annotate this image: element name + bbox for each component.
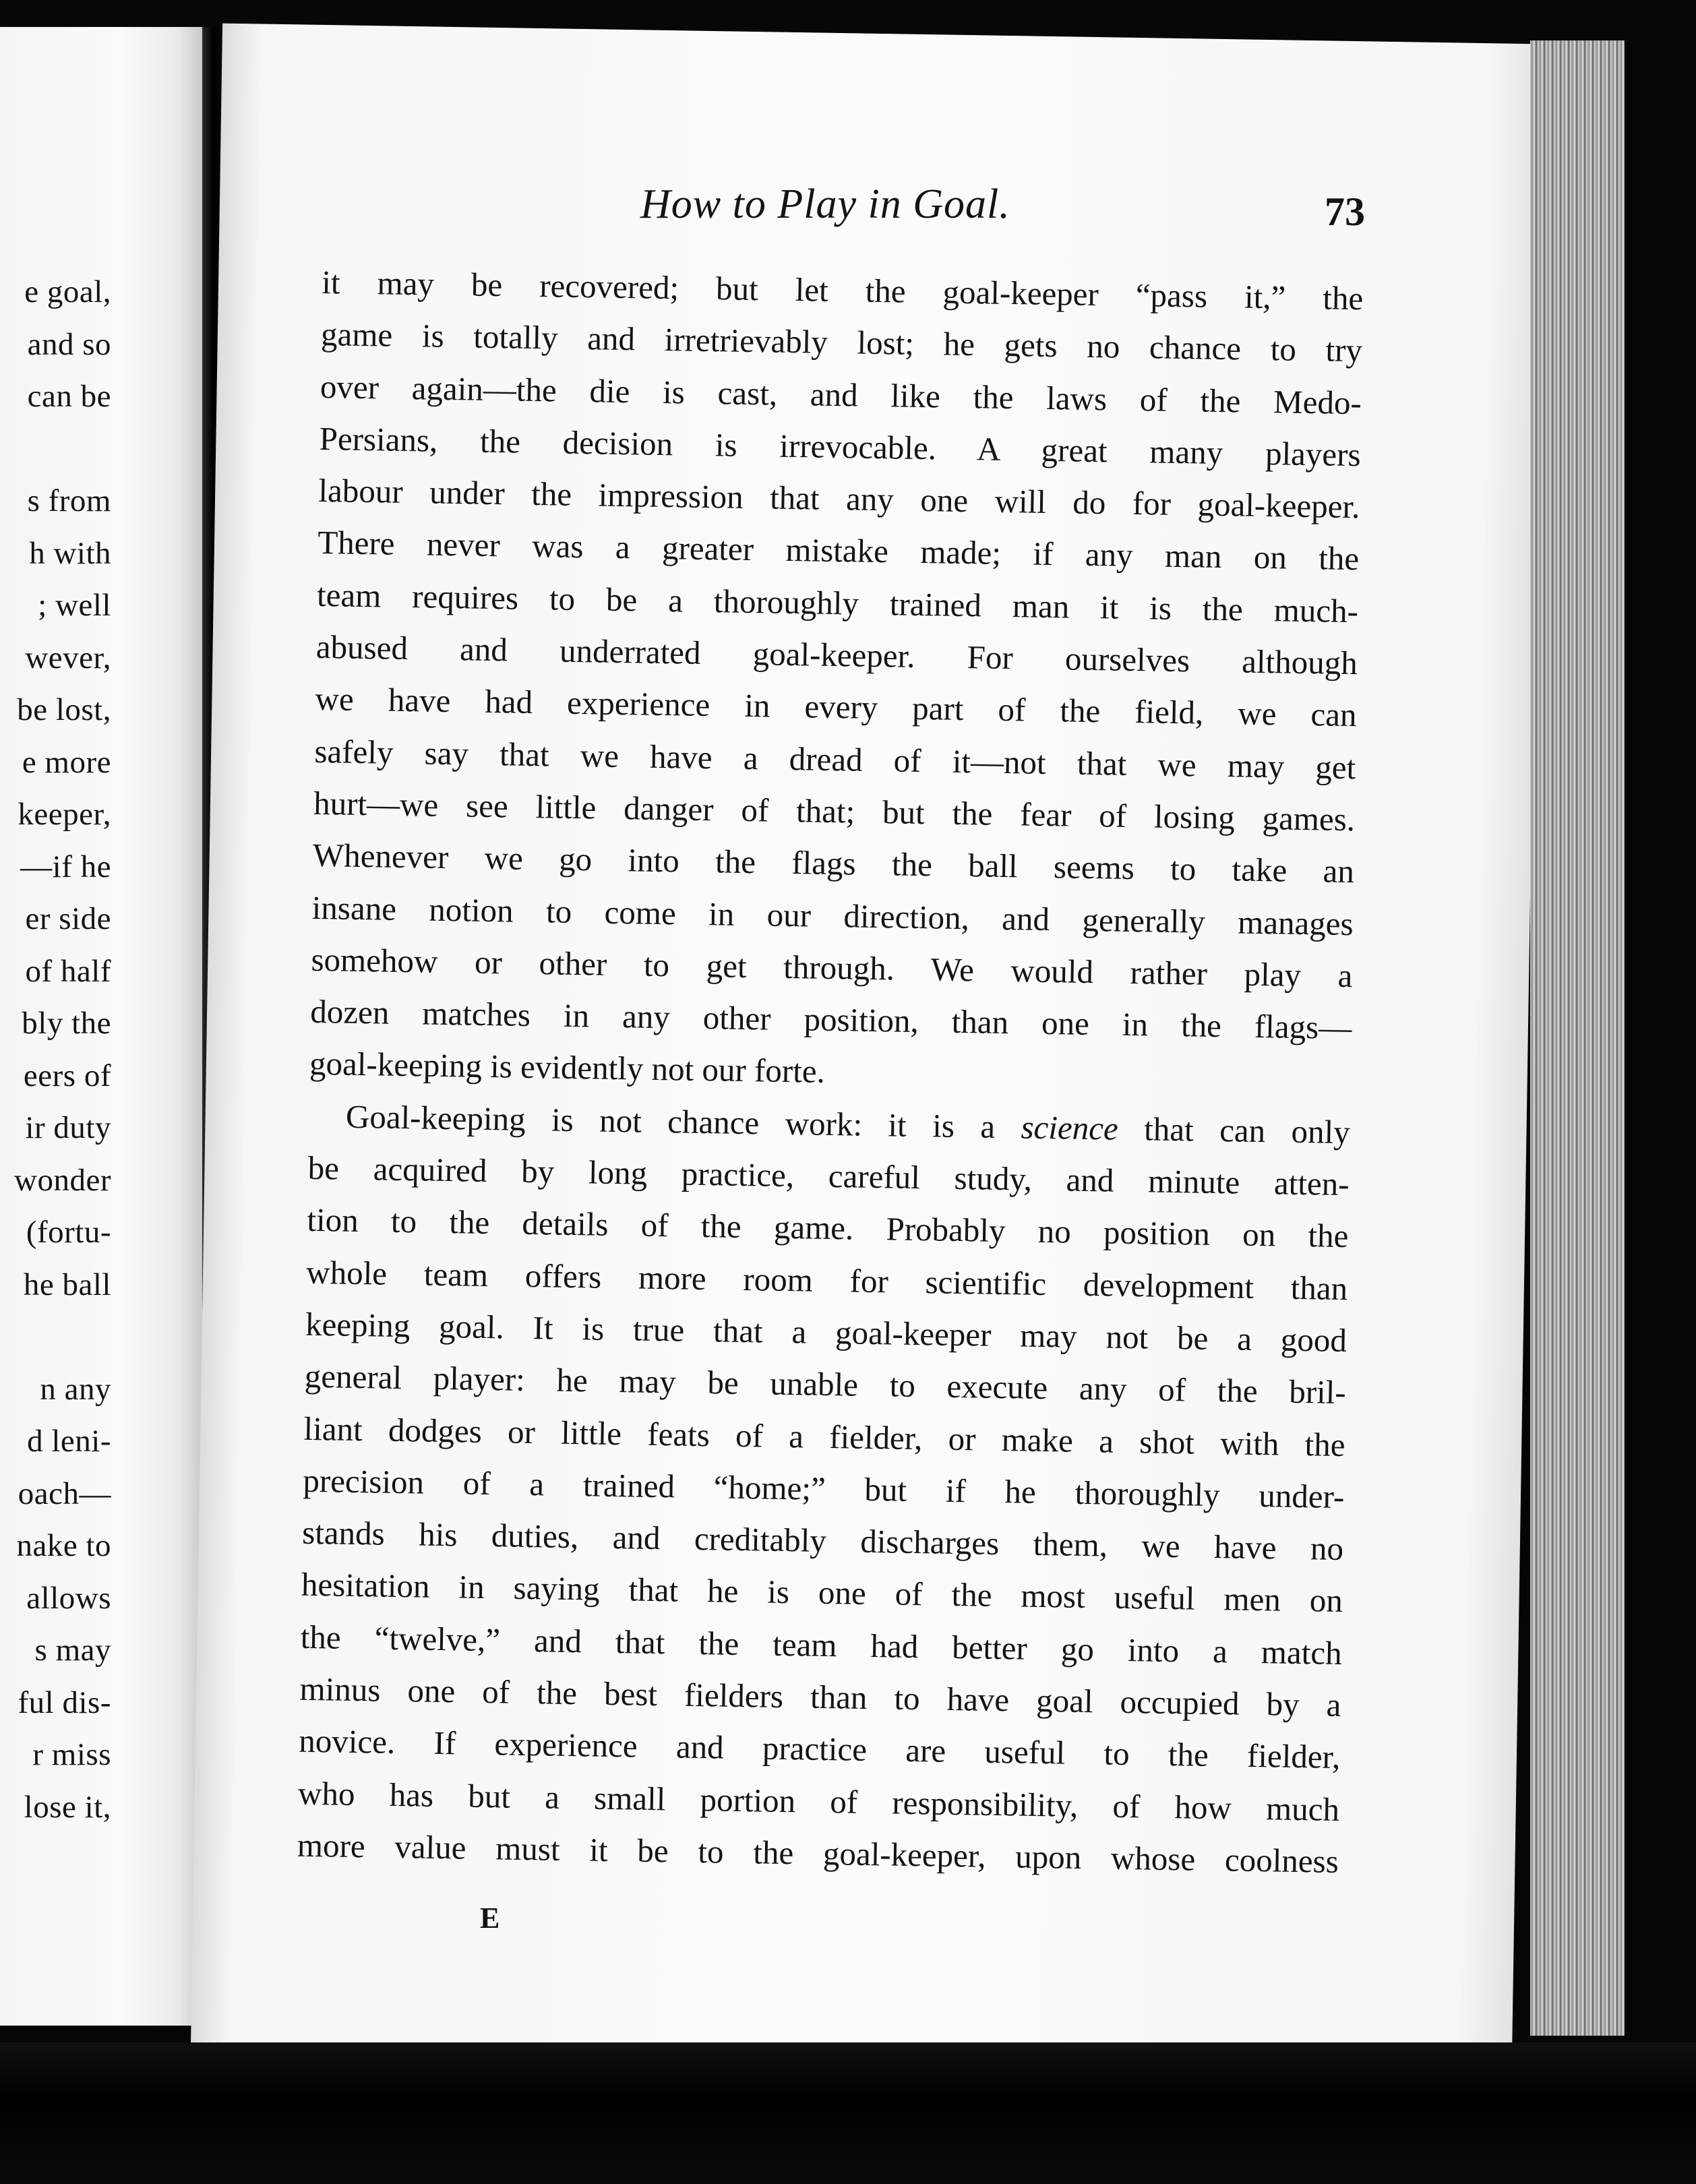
text-line [0, 423, 111, 476]
text-line: tion to the details of the game. Probably no position on the [307, 1201, 1349, 1255]
text-line: goal-keeping is evidently not our forte. [309, 1045, 826, 1091]
text-line: r miss [32, 1737, 111, 1772]
text-line: novice. If experience and practice are useful to the fielder, [298, 1722, 1341, 1776]
text-line: keeper, [18, 797, 111, 832]
text-line: be acquired by long practice, careful study, and minute atten- [307, 1149, 1350, 1203]
text-line: safely say that we have a dread of it—not that we may get [314, 732, 1356, 786]
text-line: hesitation in saying that he is one of the most useful men on [301, 1566, 1343, 1620]
previous-page [0, 27, 202, 2026]
text-line: e more [22, 744, 111, 780]
text-line: precision of a trained “home;” but if he thoroughly under- [303, 1461, 1345, 1515]
signature-mark: E [480, 1902, 500, 1935]
paragraph-2-rest [297, 1142, 1350, 1887]
text-line: ir duty [25, 1110, 111, 1145]
page-body-text [297, 256, 1363, 1887]
text-line: ful dis- [18, 1685, 111, 1720]
text-line: he ball [23, 1267, 111, 1302]
scan-bottom-margin [0, 2042, 1696, 2184]
text-line: whole team offers more room for scientific development than [305, 1253, 1348, 1307]
text-line: n any [40, 1371, 111, 1407]
page-number: 73 [1325, 189, 1365, 234]
text-line: Goal-keeping is not chance work: it is a science that can only [345, 1097, 1351, 1151]
text-line: h with [29, 535, 111, 571]
text-line: of half [25, 953, 111, 989]
text-line: There never was a greater mistake made; if any man on the [317, 524, 1360, 578]
text-line: er side [25, 901, 111, 936]
running-head: How to Play in Goal. [640, 181, 1010, 227]
text-line: it may be recovered; but let the goal-keeper “pass it,” the [321, 263, 1364, 317]
text-line: oach— [18, 1476, 111, 1511]
paragraph-1 [309, 256, 1364, 1106]
text-line: ; well [38, 588, 111, 623]
text-line: s may [34, 1633, 111, 1668]
text-line [0, 1311, 111, 1364]
text-line: general player: he may be unable to execute any of the bril- [304, 1358, 1347, 1412]
text-line: we have had experience in every part of the field, we can [315, 680, 1357, 734]
text-line: minus one of the best fielders than to have goal occupied by a [299, 1670, 1341, 1724]
text-line: labour under the impression that any one will do for goal-keeper. [318, 472, 1360, 526]
text-line: keeping goal. It is true that a goal-keeper may not be a good [305, 1305, 1347, 1360]
text-line: (fortu- [26, 1215, 111, 1250]
text-line: game is totally and irretrievably lost; he gets no chance to try [320, 315, 1363, 369]
text-line: the “twelve,” and that the team had better go into a match [300, 1618, 1343, 1672]
text-line: wever, [25, 640, 111, 675]
text-line: Persians, the decision is irrevocable. A great many players [319, 419, 1361, 474]
text-line: wonder [14, 1162, 111, 1198]
text-line: s from [27, 483, 111, 518]
text-line: nake to [16, 1528, 111, 1563]
text-line: who has but a small portion of responsibility, of how much [297, 1774, 1340, 1828]
text-line: hurt—we see little danger of that; but the fear of losing games. [313, 784, 1356, 839]
text-line: and so [27, 326, 111, 362]
text-line: insane notion to come in our direction, and generally manages [311, 888, 1354, 942]
text-line: e goal, [24, 274, 111, 309]
text-line: can be [27, 379, 111, 414]
text-line: —if he [20, 849, 111, 884]
paragraph-2 [297, 1090, 1350, 1888]
text-line: liant dodges or little feats of a fielder, or make a shot with the [303, 1409, 1345, 1463]
text-line: abused and underrated goal-keeper. For ourselves although [315, 628, 1358, 682]
text-line: be lost, [17, 692, 111, 727]
text-line: somehow or other to get through. We would rather play a [311, 940, 1353, 994]
previous-page-text [0, 266, 111, 1833]
text-line: stands his duties, and creditably discharges them, we have no [301, 1513, 1344, 1568]
text-line: lose it, [24, 1789, 111, 1825]
text-line: bly the [22, 1006, 111, 1041]
emphasis-science: science [1021, 1108, 1119, 1147]
page-edges [1530, 40, 1625, 2036]
text-line: team requires to be a thoroughly trained man it is the much- [316, 576, 1359, 630]
text-line: eers of [23, 1058, 111, 1093]
text-line: Whenever we go into the flags the ball seems to take an [312, 837, 1355, 890]
text-line: dozen matches in any other position, than one in the flags— [309, 993, 1352, 1047]
text-line: allows [26, 1580, 111, 1616]
text-line: d leni- [27, 1424, 111, 1459]
text-line: more value must it be to the goal-keeper, upon whose coolness [297, 1826, 1339, 1880]
text-line: over again—the die is cast, and like the laws of the Medo- [320, 367, 1362, 421]
